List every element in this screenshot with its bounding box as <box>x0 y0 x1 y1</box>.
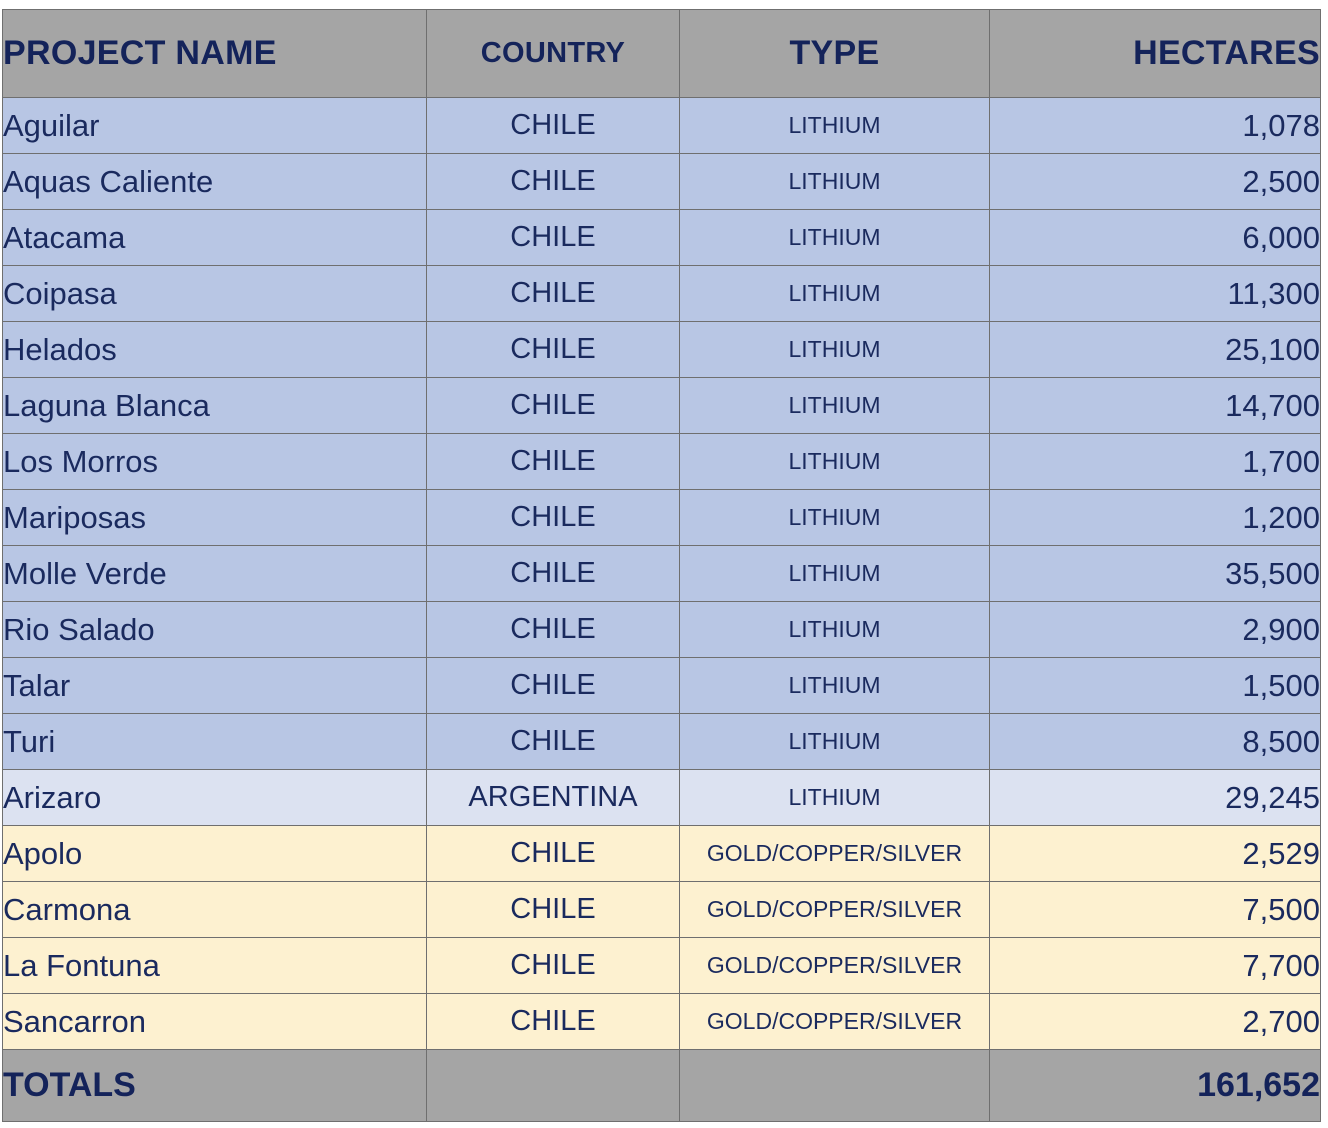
cell-type: GOLD/COPPER/SILVER <box>680 994 990 1050</box>
cell-type: LITHIUM <box>680 378 990 434</box>
cell-type: GOLD/COPPER/SILVER <box>680 882 990 938</box>
cell-country: CHILE <box>427 994 680 1050</box>
cell-project-name: Sancarron <box>3 994 427 1050</box>
cell-type: LITHIUM <box>680 658 990 714</box>
totals-row <box>3 1050 1321 1122</box>
cell-type: LITHIUM <box>680 714 990 770</box>
table-row <box>3 434 1321 490</box>
cell-hectares: 8,500 <box>990 714 1321 770</box>
table-row <box>3 210 1321 266</box>
table-row <box>3 770 1321 826</box>
cell-project-name: Coipasa <box>3 266 427 322</box>
table-row <box>3 378 1321 434</box>
cell-hectares: 7,500 <box>990 882 1321 938</box>
cell-type: GOLD/COPPER/SILVER <box>680 826 990 882</box>
table-row <box>3 826 1321 882</box>
cell-country: CHILE <box>427 378 680 434</box>
totals-empty-cell <box>427 1050 680 1122</box>
cell-project-name: Rio Salado <box>3 602 427 658</box>
cell-country: CHILE <box>427 826 680 882</box>
header-row <box>3 10 1321 98</box>
table-row <box>3 546 1321 602</box>
table-row <box>3 490 1321 546</box>
table-row <box>3 154 1321 210</box>
cell-project-name: Talar <box>3 658 427 714</box>
cell-project-name: Los Morros <box>3 434 427 490</box>
cell-hectares: 35,500 <box>990 546 1321 602</box>
cell-hectares: 1,078 <box>990 98 1321 154</box>
cell-project-name: Aguilar <box>3 98 427 154</box>
cell-project-name: Apolo <box>3 826 427 882</box>
cell-country: ARGENTINA <box>427 770 680 826</box>
cell-country: CHILE <box>427 154 680 210</box>
cell-country: CHILE <box>427 434 680 490</box>
cell-hectares: 1,700 <box>990 434 1321 490</box>
cell-country: CHILE <box>427 602 680 658</box>
table-row <box>3 938 1321 994</box>
cell-hectares: 25,100 <box>990 322 1321 378</box>
cell-type: LITHIUM <box>680 266 990 322</box>
cell-type: LITHIUM <box>680 434 990 490</box>
table-row <box>3 98 1321 154</box>
table-body <box>3 98 1321 1050</box>
cell-project-name: Carmona <box>3 882 427 938</box>
cell-type: LITHIUM <box>680 602 990 658</box>
column-header-hectares: HECTARES <box>990 10 1321 98</box>
cell-hectares: 29,245 <box>990 770 1321 826</box>
cell-country: CHILE <box>427 98 680 154</box>
table-row <box>3 994 1321 1050</box>
table-row <box>3 322 1321 378</box>
cell-hectares: 1,500 <box>990 658 1321 714</box>
table-row <box>3 266 1321 322</box>
column-header-country: COUNTRY <box>427 10 680 98</box>
cell-hectares: 7,700 <box>990 938 1321 994</box>
cell-hectares: 2,900 <box>990 602 1321 658</box>
cell-type: GOLD/COPPER/SILVER <box>680 938 990 994</box>
cell-project-name: Turi <box>3 714 427 770</box>
cell-country: CHILE <box>427 546 680 602</box>
column-header-project-name: PROJECT NAME <box>3 10 427 98</box>
cell-project-name: Mariposas <box>3 490 427 546</box>
cell-project-name: La Fontuna <box>3 938 427 994</box>
cell-type: LITHIUM <box>680 490 990 546</box>
cell-country: CHILE <box>427 210 680 266</box>
cell-project-name: Helados <box>3 322 427 378</box>
cell-country: CHILE <box>427 266 680 322</box>
table-row <box>3 658 1321 714</box>
cell-type: LITHIUM <box>680 546 990 602</box>
cell-country: CHILE <box>427 490 680 546</box>
table-row <box>3 714 1321 770</box>
cell-hectares: 6,000 <box>990 210 1321 266</box>
column-header-type: TYPE <box>680 10 990 98</box>
cell-country: CHILE <box>427 938 680 994</box>
cell-hectares: 2,700 <box>990 994 1321 1050</box>
cell-country: CHILE <box>427 322 680 378</box>
cell-project-name: Laguna Blanca <box>3 378 427 434</box>
cell-type: LITHIUM <box>680 322 990 378</box>
cell-country: CHILE <box>427 714 680 770</box>
cell-type: LITHIUM <box>680 154 990 210</box>
cell-country: CHILE <box>427 658 680 714</box>
totals-hectares: 161,652 <box>990 1050 1321 1122</box>
totals-label: TOTALS <box>3 1050 427 1122</box>
table-row <box>3 602 1321 658</box>
projects-table <box>2 9 1321 1122</box>
cell-hectares: 1,200 <box>990 490 1321 546</box>
cell-project-name: Arizaro <box>3 770 427 826</box>
cell-type: LITHIUM <box>680 210 990 266</box>
cell-project-name: Atacama <box>3 210 427 266</box>
cell-project-name: Aquas Caliente <box>3 154 427 210</box>
table-row <box>3 882 1321 938</box>
cell-hectares: 14,700 <box>990 378 1321 434</box>
cell-hectares: 2,500 <box>990 154 1321 210</box>
cell-type: LITHIUM <box>680 98 990 154</box>
cell-project-name: Molle Verde <box>3 546 427 602</box>
cell-hectares: 2,529 <box>990 826 1321 882</box>
cell-country: CHILE <box>427 882 680 938</box>
cell-type: LITHIUM <box>680 770 990 826</box>
totals-empty-cell <box>680 1050 990 1122</box>
cell-hectares: 11,300 <box>990 266 1321 322</box>
